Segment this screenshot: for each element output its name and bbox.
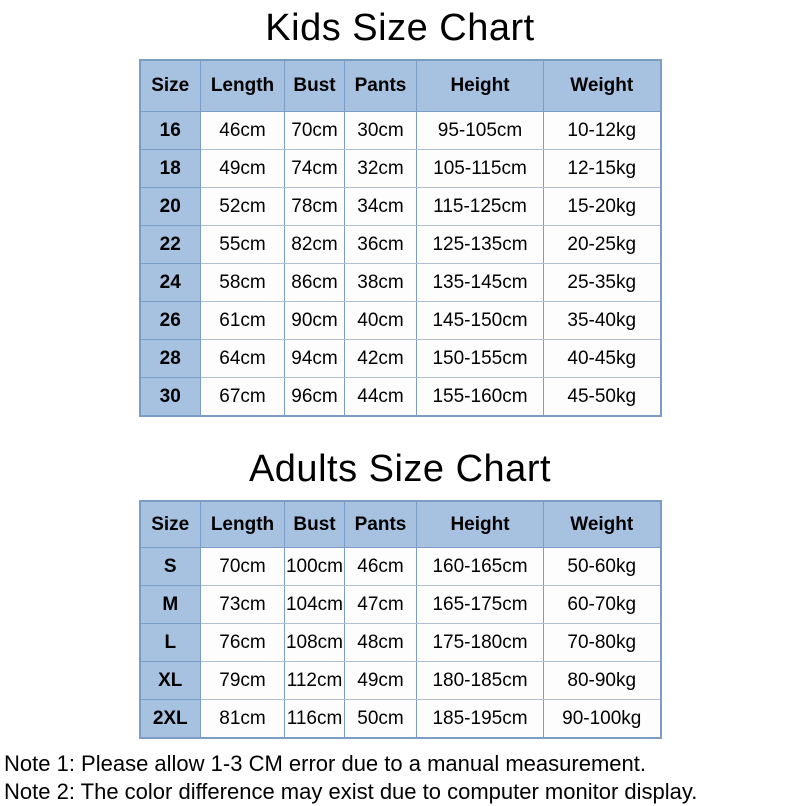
note-1: Note 1: Please allow 1-3 CM error due to a manual measurement. <box>4 751 646 776</box>
table-row <box>140 548 661 586</box>
table-cell: 175-180cm <box>417 624 544 662</box>
table-row <box>140 226 661 264</box>
table-cell: 80-90kg <box>544 662 661 700</box>
table-row <box>140 662 661 700</box>
table-cell: 34cm <box>345 188 417 226</box>
table-cell: 96cm <box>285 378 345 417</box>
size-cell: 28 <box>140 340 201 378</box>
table-cell: 67cm <box>201 378 285 417</box>
table-row <box>140 112 661 150</box>
header-cell-pants: Pants <box>345 60 417 112</box>
table-cell: 185-195cm <box>417 700 544 739</box>
size-cell: 24 <box>140 264 201 302</box>
table-cell: 52cm <box>201 188 285 226</box>
table-cell: 55cm <box>201 226 285 264</box>
table-cell: 38cm <box>345 264 417 302</box>
table-row <box>140 150 661 188</box>
size-cell: 30 <box>140 378 201 417</box>
table-cell: 40-45kg <box>544 340 661 378</box>
table-cell: 115-125cm <box>417 188 544 226</box>
size-cell: S <box>140 548 201 586</box>
kids-size-table <box>139 59 662 417</box>
table-cell: 35-40kg <box>544 302 661 340</box>
table-cell: 145-150cm <box>417 302 544 340</box>
table-cell: 95-105cm <box>417 112 544 150</box>
header-cell-pants: Pants <box>345 501 417 548</box>
size-cell: 18 <box>140 150 201 188</box>
size-cell: 16 <box>140 112 201 150</box>
header-cell-length: Length <box>201 60 285 112</box>
table-cell: 30cm <box>345 112 417 150</box>
table-cell: 70-80kg <box>544 624 661 662</box>
table-cell: 40cm <box>345 302 417 340</box>
header-cell-height: Height <box>417 60 544 112</box>
table-cell: 100cm <box>285 548 345 586</box>
table-cell: 105-115cm <box>417 150 544 188</box>
adults-header-row <box>140 501 661 548</box>
header-cell-bust: Bust <box>285 60 345 112</box>
table-cell: 108cm <box>285 624 345 662</box>
table-cell: 81cm <box>201 700 285 739</box>
table-row <box>140 340 661 378</box>
table-row <box>140 624 661 662</box>
size-cell: 2XL <box>140 700 201 739</box>
kids-header-row <box>140 60 661 112</box>
table-row <box>140 586 661 624</box>
table-cell: 58cm <box>201 264 285 302</box>
table-row <box>140 378 661 417</box>
header-cell-weight: Weight <box>544 60 661 112</box>
note-2: Note 2: The color difference may exist due to computer monitor display. <box>4 779 698 804</box>
table-cell: 46cm <box>345 548 417 586</box>
adults-size-table <box>139 500 662 739</box>
table-row <box>140 700 661 739</box>
table-cell: 42cm <box>345 340 417 378</box>
table-cell: 82cm <box>285 226 345 264</box>
size-cell: 20 <box>140 188 201 226</box>
table-cell: 73cm <box>201 586 285 624</box>
table-cell: 60-70kg <box>544 586 661 624</box>
table-cell: 49cm <box>201 150 285 188</box>
table-cell: 20-25kg <box>544 226 661 264</box>
table-cell: 160-165cm <box>417 548 544 586</box>
table-cell: 48cm <box>345 624 417 662</box>
adults-chart-title: Adults Size Chart <box>248 448 552 490</box>
header-cell-length: Length <box>201 501 285 548</box>
table-cell: 78cm <box>285 188 345 226</box>
table-cell: 32cm <box>345 150 417 188</box>
table-cell: 70cm <box>285 112 345 150</box>
notes-section <box>4 750 800 806</box>
header-cell-bust: Bust <box>285 501 345 548</box>
table-cell: 74cm <box>285 150 345 188</box>
table-cell: 155-160cm <box>417 378 544 417</box>
table-cell: 94cm <box>285 340 345 378</box>
size-cell: M <box>140 586 201 624</box>
table-cell: 79cm <box>201 662 285 700</box>
table-cell: 50cm <box>345 700 417 739</box>
table-cell: 10-12kg <box>544 112 661 150</box>
table-cell: 50-60kg <box>544 548 661 586</box>
table-cell: 25-35kg <box>544 264 661 302</box>
table-cell: 36cm <box>345 226 417 264</box>
table-cell: 150-155cm <box>417 340 544 378</box>
header-cell-size: Size <box>140 60 201 112</box>
table-cell: 44cm <box>345 378 417 417</box>
table-cell: 70cm <box>201 548 285 586</box>
table-cell: 49cm <box>345 662 417 700</box>
size-cell: XL <box>140 662 201 700</box>
size-cell: 22 <box>140 226 201 264</box>
table-cell: 135-145cm <box>417 264 544 302</box>
table-cell: 180-185cm <box>417 662 544 700</box>
table-cell: 112cm <box>285 662 345 700</box>
size-cell: L <box>140 624 201 662</box>
table-cell: 76cm <box>201 624 285 662</box>
header-cell-size: Size <box>140 501 201 548</box>
table-cell: 86cm <box>285 264 345 302</box>
table-cell: 64cm <box>201 340 285 378</box>
table-cell: 47cm <box>345 586 417 624</box>
table-cell: 90cm <box>285 302 345 340</box>
table-row <box>140 188 661 226</box>
header-cell-weight: Weight <box>544 501 661 548</box>
table-cell: 15-20kg <box>544 188 661 226</box>
table-cell: 104cm <box>285 586 345 624</box>
table-row <box>140 264 661 302</box>
table-cell: 45-50kg <box>544 378 661 417</box>
table-cell: 46cm <box>201 112 285 150</box>
table-cell: 61cm <box>201 302 285 340</box>
table-cell: 165-175cm <box>417 586 544 624</box>
table-cell: 12-15kg <box>544 150 661 188</box>
table-cell: 90-100kg <box>544 700 661 739</box>
header-cell-height: Height <box>417 501 544 548</box>
table-cell: 116cm <box>285 700 345 739</box>
table-cell: 125-135cm <box>417 226 544 264</box>
table-row <box>140 302 661 340</box>
size-cell: 26 <box>140 302 201 340</box>
kids-chart-title: Kids Size Chart <box>265 7 535 49</box>
